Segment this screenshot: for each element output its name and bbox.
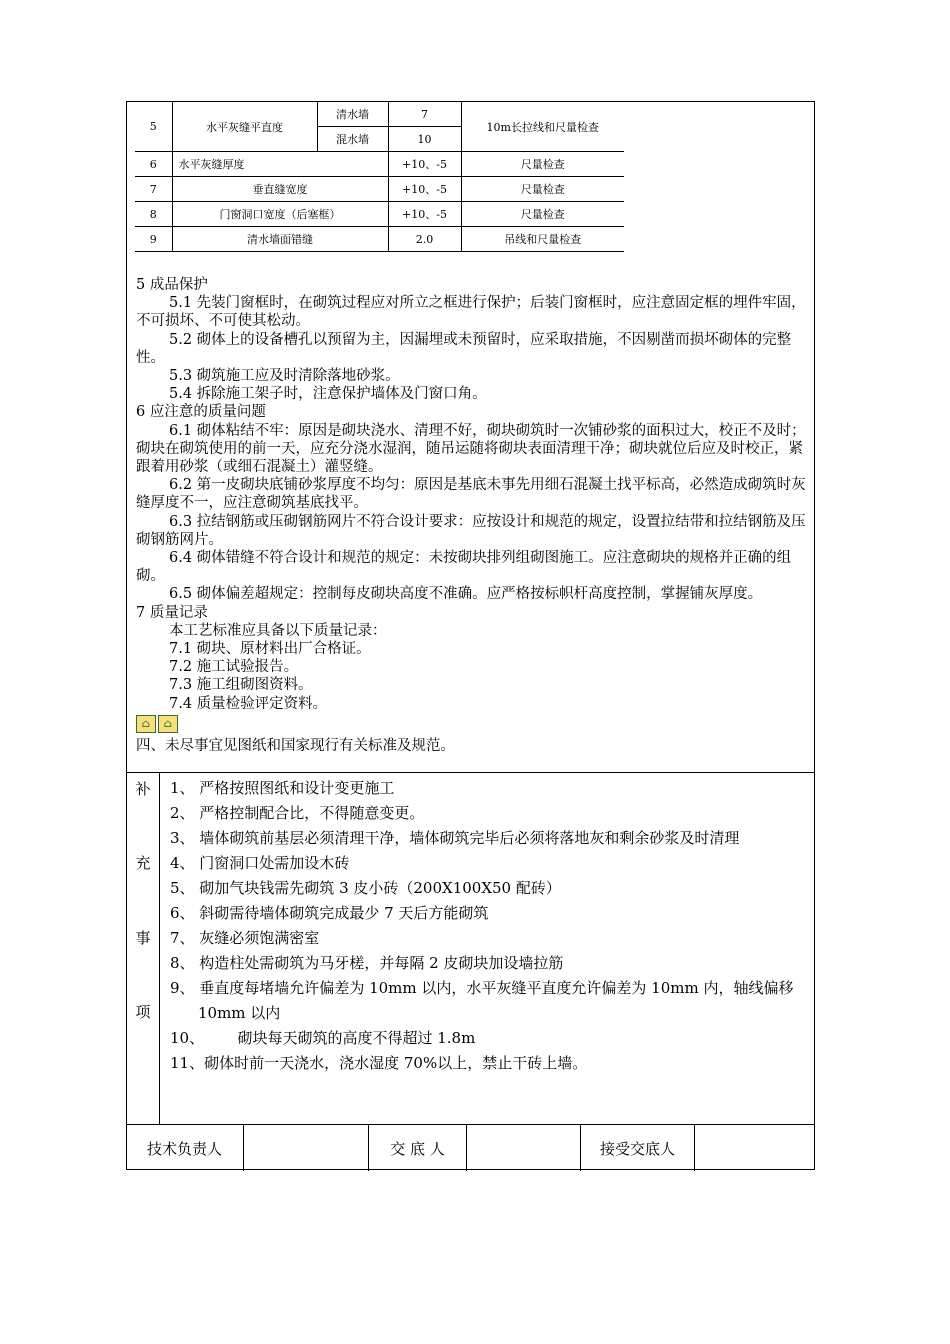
list-item: 10、 砌块每天砌筑的高度不得超过 1.8m [170,1029,476,1047]
paragraph: 7.1 砌块、原材料出厂合格证。 [169,641,371,658]
handover-label: 交 底 人 [369,1125,467,1171]
list-item: 7、 灰缝必须饱满密室 [170,929,320,947]
table-row [135,102,624,127]
list-item: 4、 门窗洞口处需加设木砖 [170,854,350,872]
list-item: 9、 垂直度每堵墙允许偏差为 10mm 以内，水平灰缝平直度允许偏差为 10mm 内，轴线偏移 10mm 以内 [170,979,794,1022]
supplement-label-column [126,772,160,1124]
list-item: 6、 斜砌需待墙体砌筑完成最少 7 天后方能砌筑 [170,904,489,922]
row-sub: 清水墙 [317,102,388,127]
section-6-title: 6 应注意的质量问题 [136,404,266,421]
section-four: 四、未尽事宜见图纸和国家现行有关标准及规范。 [136,737,455,754]
list-item: 8、 构造柱处需砌筑为马牙槎，并每隔 2 皮砌块加设墙拉筋 [170,954,564,972]
receiver-field[interactable] [695,1125,815,1171]
body-text [136,276,806,755]
tech-lead-label: 技术负责人 [126,1125,244,1171]
row-item: 清水墙面错缝 [172,227,388,252]
paragraph: 7.3 施工组砌图资料。 [169,677,313,694]
section-7-title: 7 质量记录 [136,604,208,621]
icon-row [136,715,806,733]
list-item: 1、 严格按照图纸和设计变更施工 [170,779,395,797]
section-5-title: 5 成品保护 [136,277,208,293]
row-value: +10、-5 [388,152,461,177]
paragraph: 5.4 拆除施工架子时，注意保护墙体及门窗口角。 [169,386,487,403]
row-no: 6 [135,152,172,177]
house-icon[interactable]: ⌂ [136,715,156,733]
row-no: 8 [135,202,172,227]
paragraph: 6.5 砌体偏差超规定：控制每皮砌块高度不准确。应严格按标帜杆高度控制，掌握铺灰厚度。 [169,586,763,603]
row-method: 吊线和尺量检查 [461,227,624,252]
row-value: 7 [388,102,461,127]
paragraph: 6.4 砌体错缝不符合设计和规范的规定：未按砌块排列组砌图施工。应注意砌块的规格并正确的组砌。 [136,550,792,585]
row-value: 10 [388,127,461,152]
row-no: 5 [135,102,172,152]
supplement-list [170,776,810,1076]
side-char: 充 [135,854,151,872]
row-method: 尺量检查 [461,177,624,202]
row-method: 10m长拉线和尺量检查 [461,102,624,152]
row-value: +10、-5 [388,202,461,227]
paragraph: 5.2 砌体上的设备槽孔以预留为主，因漏埋或未预留时，应采取措施，不因剔凿而损坏砌体的完整性。 [136,331,792,366]
side-char: 事 [135,929,151,947]
list-item: 5、 砌加气块钱需先砌筑 3 皮小砖（200X100X50 配砖） [170,879,561,897]
tolerance-table [135,102,624,252]
paragraph: 6.3 拉结钢筋或压砌钢筋网片不符合设计要求：应按设计和规范的规定，设置拉结带和拉结钢筋及压砌钢筋网片。 [136,513,806,548]
row-sub: 混水墙 [317,127,388,152]
signature-row [126,1124,815,1171]
paragraph: 6.1 砌体粘结不牢：原因是砌块浇水、清理不好，砌块砌筑时一次铺砂浆的面积过大，校正不及时；砌块在砌筑使用的前一天，应充分浇水湿润，随吊运随将砌块表面清理干净；砌块就位后应及时校正，紧跟着用砂浆（或细石混凝土）灌竖缝。 [136,422,806,476]
tech-lead-field[interactable] [244,1125,369,1171]
side-char: 补 [135,780,151,798]
paragraph: 本工艺标准应具备以下质量记录： [169,622,387,639]
handover-field[interactable] [467,1125,581,1171]
house-icon[interactable]: ⌂ [158,715,178,733]
row-method: 尺量检查 [461,202,624,227]
paragraph: 7.2 施工试验报告。 [169,659,299,676]
table-row [135,177,624,202]
list-item: 11、砌体时前一天浇水，浇水湿度 70%以上，禁止干砖上墙。 [170,1054,588,1072]
row-value: +10、-5 [388,177,461,202]
row-item: 垂直缝宽度 [172,177,388,202]
row-item: 水平灰缝厚度 [172,152,388,177]
paragraph: 6.2 第一皮砌块底铺砂浆厚度不均匀：原因是基底未事先用细石混凝土找平标高，必然造成砌筑时灰缝厚度不一，应注意砌筑基底找平。 [136,477,806,512]
divider [126,772,815,773]
row-no: 9 [135,227,172,252]
row-method: 尺量检查 [461,152,624,177]
table-row [135,152,624,177]
list-item: 2、 严格控制配合比，不得随意变更。 [170,804,425,822]
list-item: 3、 墙体砌筑前基层必须清理干净，墙体砌筑完毕后必须将落地灰和剩余砂浆及时清理 [170,829,740,847]
paragraph: 5.1 先装门窗框时，在砌筑过程应对所立之框进行保护；后装门窗框时，应注意固定框的埋件牢固，不可损坏、不可使其松动。 [136,295,806,330]
row-value: 2.0 [388,227,461,252]
row-item: 门窗洞口宽度（后塞框） [172,202,388,227]
paragraph: 7.4 质量检验评定资料。 [169,695,328,712]
row-item: 水平灰缝平直度 [172,102,317,152]
table-row [135,202,624,227]
paragraph: 5.3 砌筑施工应及时清除落地砂浆。 [169,368,400,385]
receiver-label: 接受交底人 [581,1125,695,1171]
row-no: 7 [135,177,172,202]
side-char: 项 [135,1003,151,1021]
table-row [135,227,624,252]
